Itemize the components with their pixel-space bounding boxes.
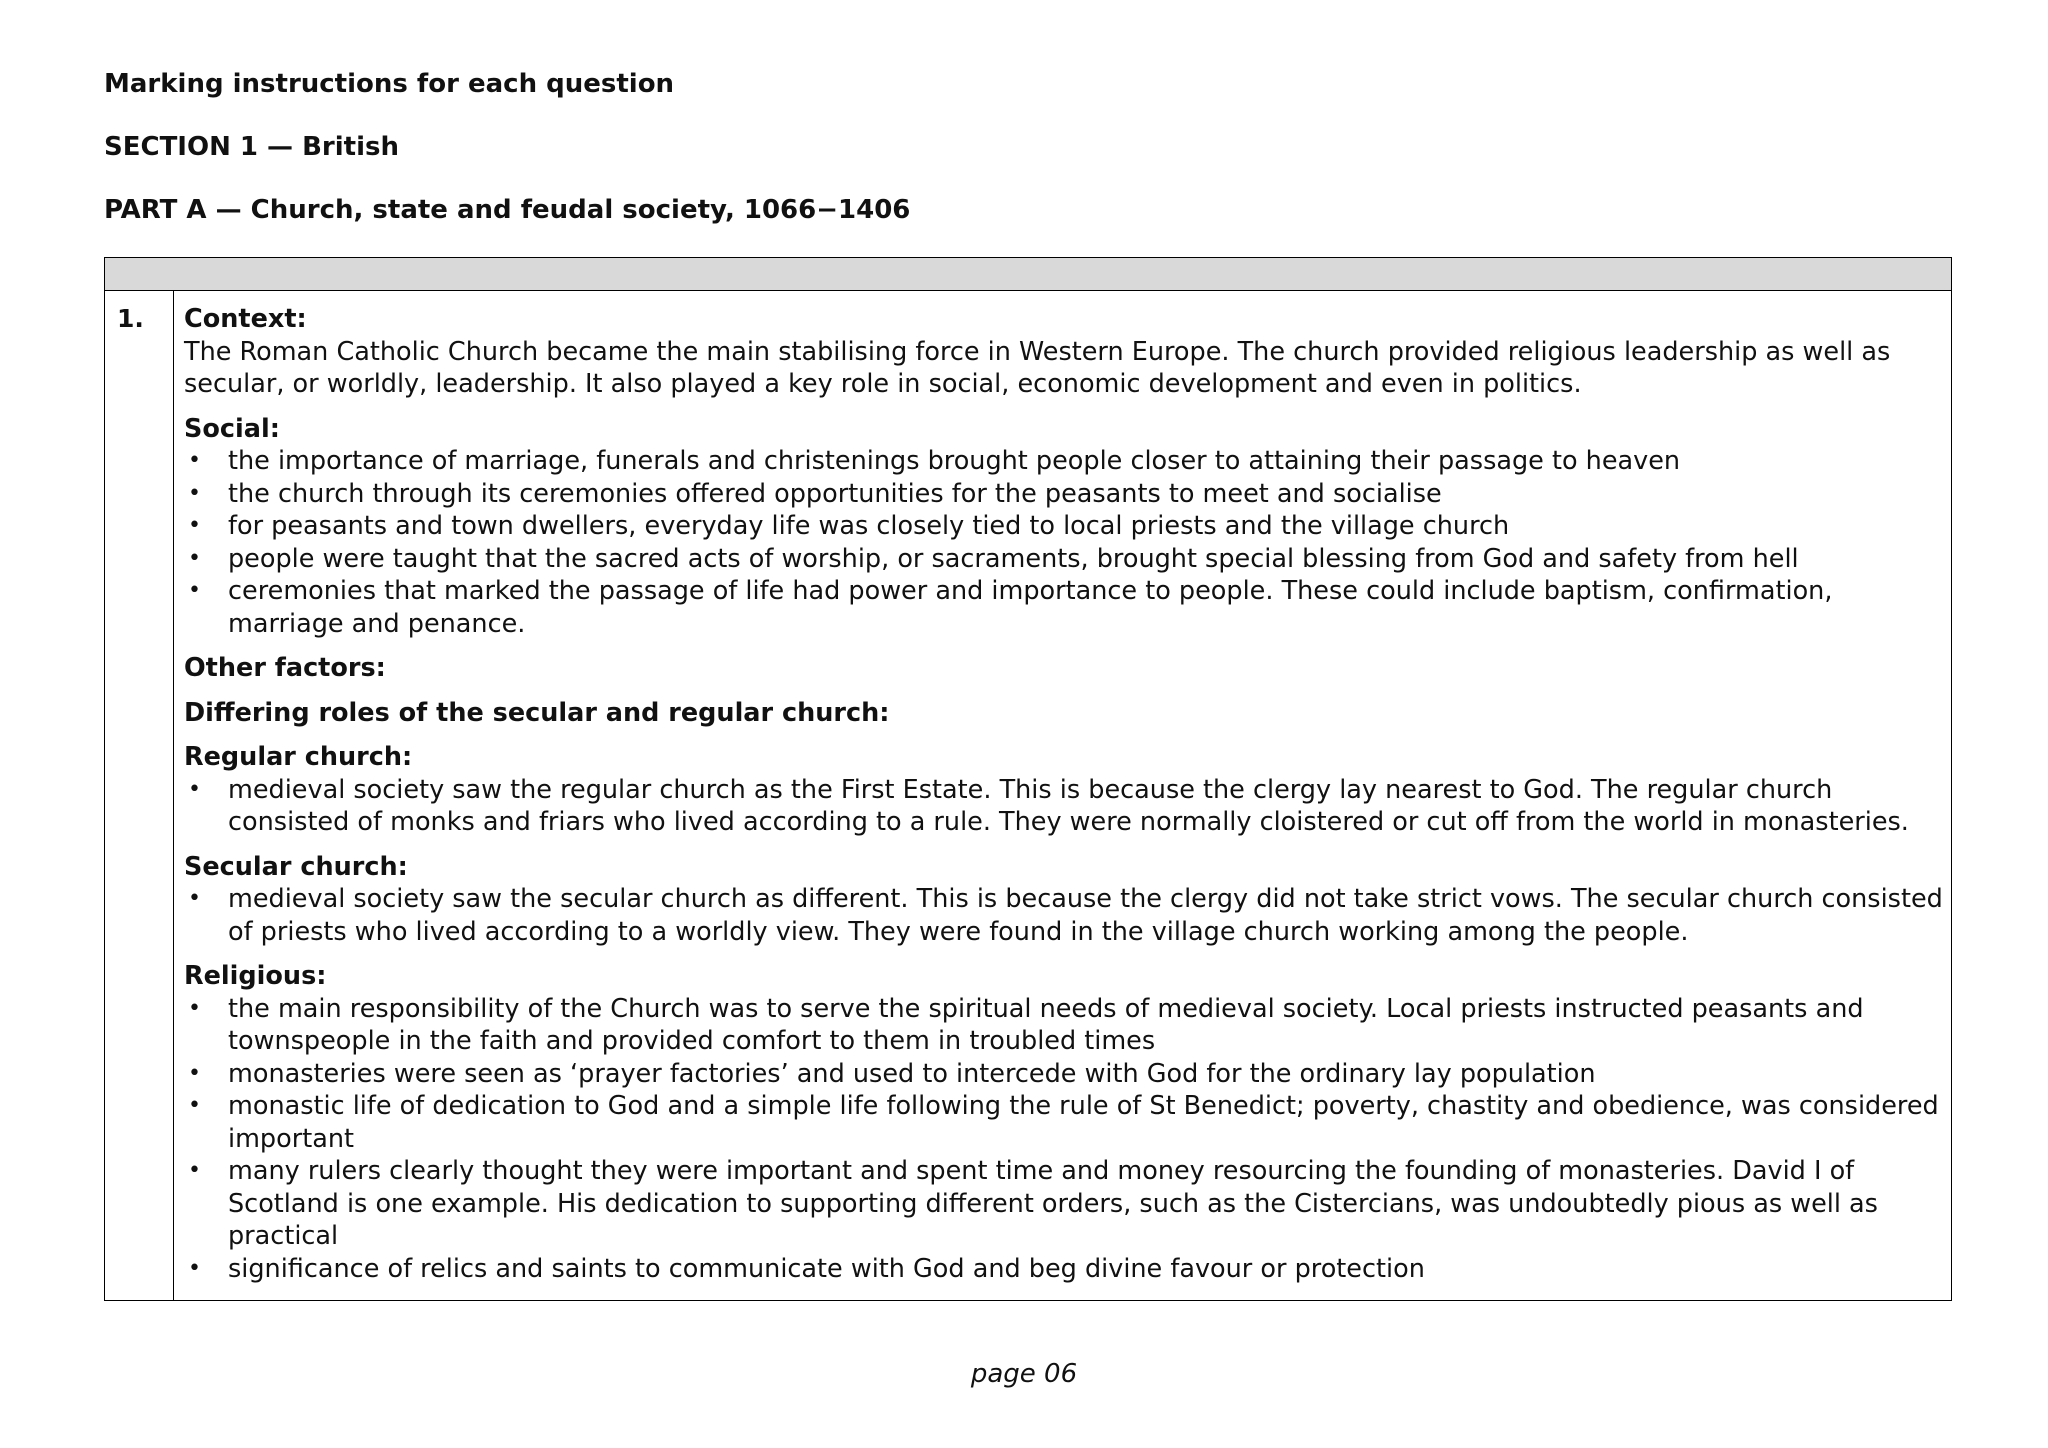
bullet-item [184, 993, 1944, 1058]
bullet-item [184, 1253, 1944, 1286]
bullet-icon: • [188, 1158, 201, 1183]
bullet-text: medieval society saw the secular church as different. This is because the clergy did not take strict vows. The secular church consisted of priests who lived according to a worldly view. They were found in the village church working among the people. [228, 884, 1943, 947]
regular-church-block [184, 741, 1944, 839]
bullet-item [184, 1058, 1944, 1091]
bullet-icon: • [188, 545, 201, 571]
bullet-icon: • [188, 448, 201, 473]
differing-roles-title: Differing roles of the secular and regular church: [184, 697, 890, 728]
bullet-icon: • [188, 886, 201, 911]
other-factors-title: Other factors: [184, 653, 386, 683]
bullet-text: the main responsibility of the Church was to serve the spiritual needs of medieval society. Local priests instructed peasants and townspeople in the faith and provided comfort to them in troubled times [228, 993, 1864, 1056]
bullet-icon: • [188, 578, 201, 603]
table-header-row [105, 258, 1951, 291]
bullet-text: the church through its ceremonies offered opportunities for the peasants to meet and socialise [228, 478, 1442, 509]
bullet-icon: • [188, 1255, 201, 1281]
question-number: 1. [117, 304, 144, 333]
regular-church-title: Regular church: [184, 742, 413, 772]
marking-table [104, 257, 1952, 1301]
context-block [184, 303, 1944, 401]
bullet-item [184, 1155, 1944, 1253]
bullet-text: significance of relics and saints to communicate with God and beg divine favour or protection [228, 1253, 1425, 1284]
secular-church-title: Secular church: [184, 851, 408, 882]
bullet-icon: • [188, 1060, 201, 1086]
bullet-item [184, 1090, 1944, 1155]
bullet-icon: • [188, 776, 201, 802]
column-divider [173, 290, 174, 1300]
bullet-icon: • [188, 480, 201, 506]
religious-bullet-list [184, 993, 1944, 1286]
bullet-item [184, 478, 1944, 511]
bullet-item [184, 575, 1944, 640]
bullet-icon: • [188, 513, 201, 538]
bullet-item [184, 883, 1944, 948]
religious-block [184, 960, 1944, 1285]
secular-church-block [184, 851, 1944, 949]
page-number: page 06 [970, 1359, 1078, 1389]
part-heading: PART A — Church, state and feudal society, 1066−1406 [104, 195, 911, 225]
bullet-text: many rulers clearly thought they were important and spent time and money resourcing the founding of monasteries. David I of Scotland is one example. His dedication to supporting different orders, such as the Cistercians, was undoubtedly pious as well as practical [228, 1156, 1878, 1251]
social-block [184, 413, 1944, 641]
regular-church-bullet-list [184, 774, 1944, 839]
bullet-text: monasteries were seen as ‘prayer factories’ and used to intercede with God for the ordinary lay population [228, 1058, 1596, 1089]
social-title: Social: [184, 413, 280, 444]
bullet-text: the importance of marriage, funerals and christenings brought people closer to attaining their passage to heaven [228, 446, 1681, 476]
marking-instructions-heading: Marking instructions for each question [104, 69, 675, 99]
social-bullet-list [184, 445, 1944, 640]
bullet-text: medieval society saw the regular church as the First Estate. This is because the clergy lay nearest to God. The regular church consisted of monks and friars who lived according to a rule. They were normally cloistered or cut off from the world in monasteries. [228, 774, 1909, 837]
section-heading: SECTION 1 — British [104, 132, 399, 162]
bullet-icon: • [188, 995, 201, 1021]
bullet-item [184, 774, 1944, 839]
bullet-icon: • [188, 1093, 201, 1118]
bullet-item [184, 445, 1944, 478]
bullet-text: for peasants and town dwellers, everyday life was closely tied to local priests and the village church [228, 511, 1510, 541]
bullet-text: ceremonies that marked the passage of life had power and importance to people. These could include baptism, confirmation, marriage and penance. [228, 576, 1833, 639]
bullet-item [184, 510, 1944, 543]
bullet-text: people were taught that the sacred acts of worship, or sacraments, brought special blessing from God and safety from hell [228, 543, 1799, 574]
secular-church-bullet-list [184, 883, 1944, 948]
context-text: The Roman Catholic Church became the main stabilising force in Western Europe. The church provided religious leadership as well as secular, or worldly, leadership. It also played a key role in social, economic development and even in politics. [184, 336, 1891, 399]
bullet-item [184, 543, 1944, 576]
bullet-text: monastic life of dedication to God and a simple life following the rule of St Benedict; poverty, chastity and obedience, was considered important [228, 1091, 1939, 1154]
question-content [184, 303, 1944, 1297]
context-title: Context: [184, 304, 307, 334]
religious-title: Religious: [184, 961, 327, 991]
